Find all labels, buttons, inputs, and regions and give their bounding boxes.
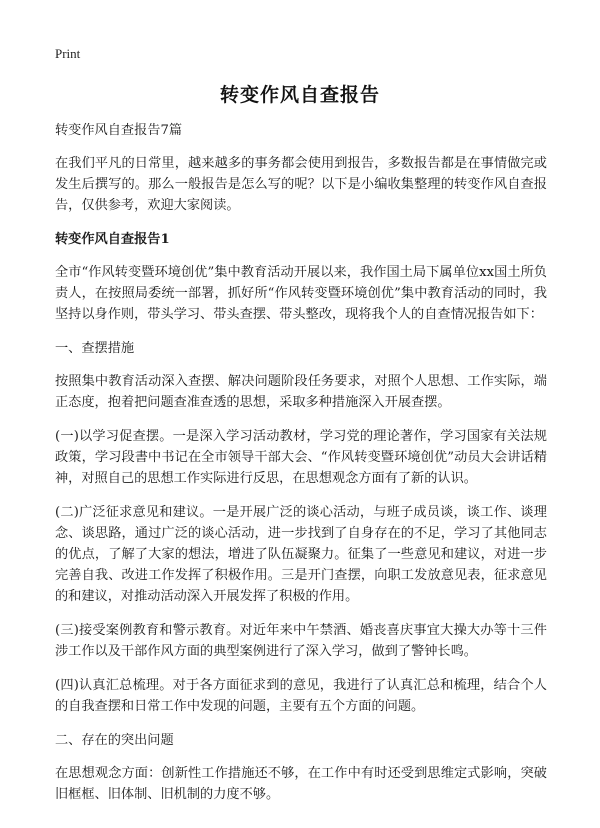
intro-paragraph: 在我们平凡的日常里，越来越多的事务都会使用到报告，多数报告都是在事情做完或发生后撰写的。那么一般报告是怎么写的呢？以下是小编收集整理的转变作风自查报告，仅供参考，欢迎大家阅读。 — [55, 156, 547, 213]
body-paragraph: (四)认真汇总梳理。对于各方面征求到的意见，我进行了认真汇总和梳理，结合个人的自我查摆和日常工作中发现的问题，主要有五个方面的问题。 — [55, 678, 547, 714]
body-paragraph: 按照集中教育活动深入查摆、解决问题阶段任务要求，对照个人思想、工作实际，端正态度，抱着把问题查准查透的思想，采取多种措施深入开展查摆。 — [55, 374, 547, 410]
body-paragraph: 全市“作风转变暨环境创优”集中教育活动开展以来，我作国土局下属单位xx国土所负责人，在按照局委统一部署，抓好所“作风转变暨环境创优”集中教育活动的同时，我坚持以身作则，带头学习、带头查摆、带头整改，现将我个人的自查情况报告如下： — [55, 265, 547, 322]
print-link[interactable]: Print — [55, 46, 81, 61]
document-body — [55, 120, 547, 818]
body-paragraph: (二)广泛征求意见和建议。一是开展广泛的谈心活动，与班子成员谈，谈工作、谈理念、谈思路，通过广泛的谈心活动，进一步找到了自身存在的不足，学习了其他同志的优点，了解了大家的想法，增进了队伍凝聚力。征集了一些意见和建议，对进一步完善自我、改进工作发挥了积极作用。三是开门查摆，向职工发放意见表，征求意见的和建议，对推动活动深入开展发挥了积极的作用。 — [55, 505, 547, 604]
heading-measures: 一、查摆措施 — [55, 341, 135, 356]
body-paragraph: (三)接受案例教育和警示教育。对近年来中午禁酒、婚丧喜庆事宜大操大办等十三件涉工作以及干部作风方面的典型案例进行了深入学习，做到了警钟长鸣。 — [55, 623, 547, 659]
section-title: 转变作风自查报告1 — [55, 232, 170, 247]
body-paragraph: (一)以学习促查摆。一是深入学习活动教材，学习党的理论著作，学习国家有关法规政策，学习段書中书记在全市领导干部大会、“作风转变暨环境创优”动员大会讲话精神，对照自己的思想工作实际进行反思，在思想观念方面有了新的认识。 — [55, 429, 547, 486]
heading-problems: 二、存在的突出问题 — [55, 733, 174, 748]
document-title: 转变作风自查报告 — [219, 84, 380, 106]
document-subtitle: 转变作风自查报告7篇 — [55, 123, 183, 138]
body-paragraph: 在思想观念方面：创新性工作措施还不够，在工作中有时还受到思维定式影响，突破旧框框、旧体制、旧机制的力度不够。 — [55, 766, 547, 802]
